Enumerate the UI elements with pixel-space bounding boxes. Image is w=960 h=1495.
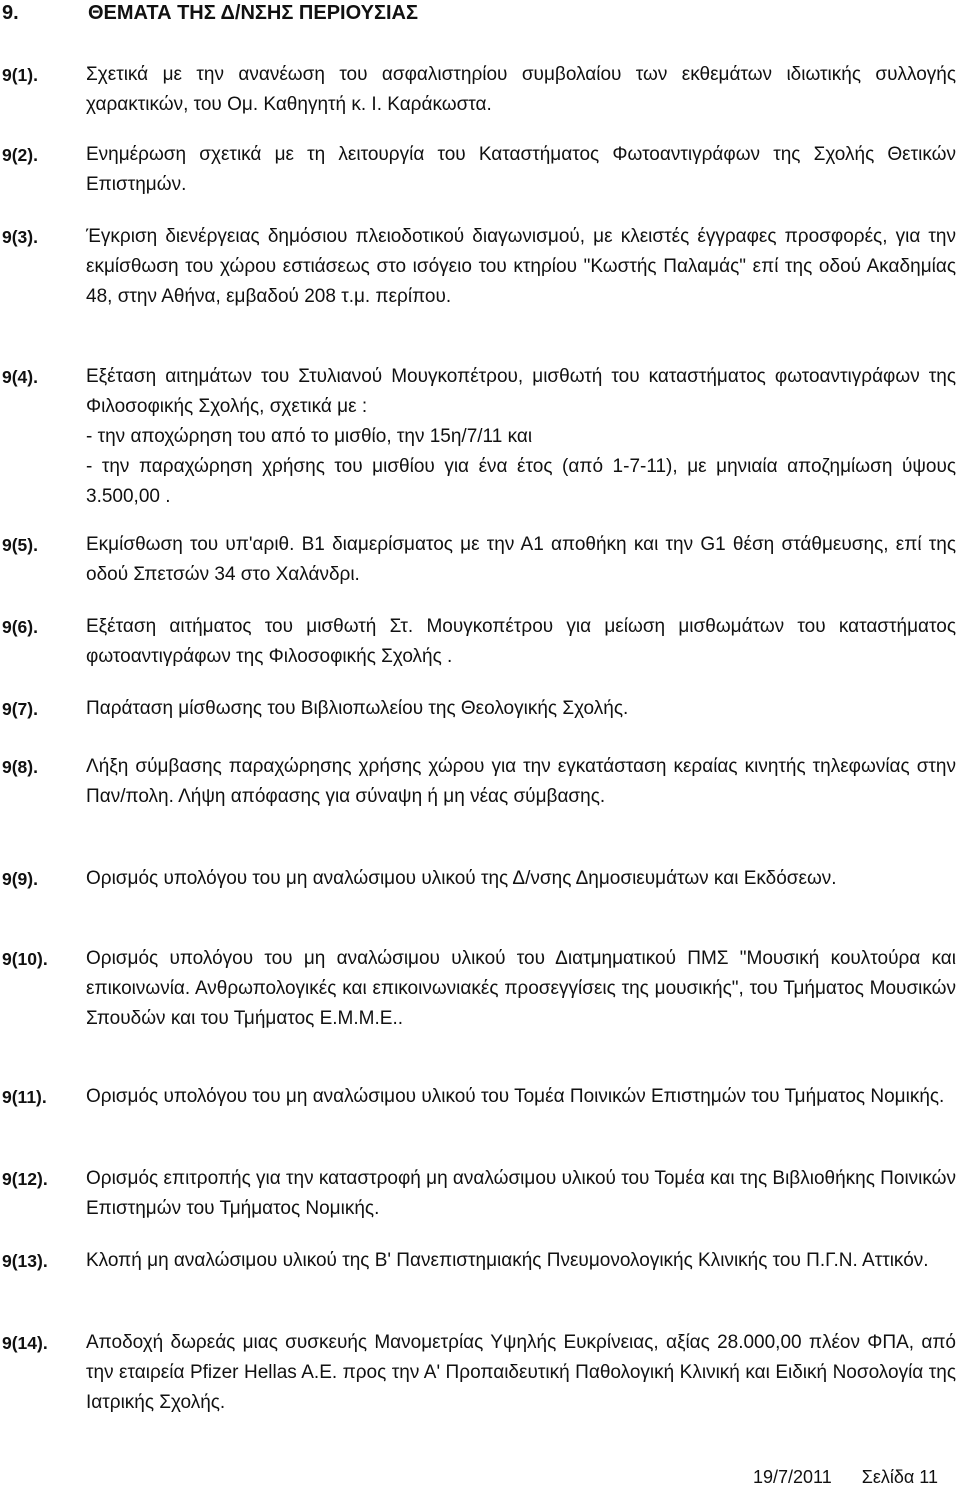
section-heading xyxy=(2,0,418,26)
section-number: 9. xyxy=(2,2,19,24)
item-bullet-line: - την αποχώρηση του από το μισθίο, την 15η/7/11 και xyxy=(86,426,533,447)
item-text-block xyxy=(86,362,956,512)
item-text: Εξέταση αιτημάτων του Στυλιανού Μουγκοπέτρου, μισθωτή του καταστήματος φωτοαντιγράφων της Φιλοσοφικής Σχολής, σχετικά με : xyxy=(86,366,956,417)
item-number: 9(8). xyxy=(2,757,38,777)
item-number: 9(13). xyxy=(2,1251,48,1271)
item-text: Ορισμός υπολόγου του μη αναλώσιμου υλικού του Τομέα Ποινικών Επιστημών του Τμήματος Νομικής. xyxy=(86,1086,945,1107)
section-title: ΘΕΜΑΤΑ ΤΗΣ Δ/ΝΣΗΣ ΠΕΡΙΟΥΣΙΑΣ xyxy=(88,2,418,24)
item-text: Κλοπή μη αναλώσιμου υλικού της Β' Πανεπιστημιακής Πνευμονολογικής Κλινικής του Π.Γ.Ν. Αττικόν. xyxy=(86,1250,929,1271)
item-text: Ορισμός υπολόγου του μη αναλώσιμου υλικού του Διατμηματικού ΠΜΣ "Μουσική κουλτούρα και επικοινωνία. Ανθρωπολογικές και επικοινωνιακές προσεγγίσεις της μουσικής", του Τμήματος Μουσικών Σπουδών και του Τμήματος Ε.Μ.Μ.Ε.. xyxy=(86,948,956,1029)
item-text: Ορισμός επιτροπής για την καταστροφή μη αναλώσιμου υλικού του Τομέα και της Βιβλιοθήκης Ποινικών Επιστημών του Τμήματος Νομικής. xyxy=(86,1168,956,1219)
item-text: Εκμίσθωση του υπ'αριθ. Β1 διαμερίσματος με την Α1 αποθήκη και την G1 θέση στάθμευσης, επί της οδού Σπετσών 34 στο Χαλάνδρι. xyxy=(86,534,956,585)
item-number: 9(3). xyxy=(2,227,38,247)
item-text: Σχετικά με την ανανέωση του ασφαλιστηρίου συμβολαίου των εκθεμάτων ιδιωτικής συλλογής χαρακτικών, του Ομ. Καθηγητή κ. Ι. Καράκωστα. xyxy=(86,64,956,115)
item-text: Λήξη σύμβασης παραχώρησης χρήσης χώρου για την εγκατάσταση κεραίας κινητής τηλεφωνίας στην Παν/πολη. Λήψη απόφασης για σύναψη ή μη νέας σύμβασης. xyxy=(86,756,956,807)
item-number: 9(11). xyxy=(2,1087,47,1107)
item-bullet-line: - την παραχώρηση χρήσης του μισθίου για ένα έτος (από 1-7-11), με μηνιαία αποζημίωση ύψους 3.500,00 . xyxy=(86,456,956,507)
item-number: 9(12). xyxy=(2,1169,48,1189)
item-text: Έγκριση διενέργειας δημόσιου πλειοδοτικού διαγωνισμού, με κλειστές έγγραφες προσφορές, για την εκμίσθωση του χώρου εστιάσεως στο ισόγειο του κτηρίου "Κωστής Παλαμάς" επί της οδού Ακαδημίας 48, στην Αθήνα, εμβαδού 208 τ.μ. περίπου. xyxy=(86,226,956,307)
item-number: 9(5). xyxy=(2,535,38,555)
footer-date: 19/7/2011 xyxy=(752,1467,832,1487)
item-text: Αποδοχή δωρεάς μιας συσκευής Μανομετρίας Υψηλής Ευκρίνειας, αξίας 28.000,00 πλέον ΦΠΑ, από την εταιρεία Pfizer Hellas A.E. προς την Α' Προπαιδευτική Παθολογική Κλινική και Ειδική Νοσολογία της Ιατρικής Σχολής. xyxy=(86,1332,956,1413)
footer-page-number: Σελίδα 11 xyxy=(861,1467,938,1487)
item-text: Παράταση μίσθωσης του Βιβλιοπωλείου της Θεολογικής Σχολής. xyxy=(86,698,629,719)
item-text: Ενημέρωση σχετικά με τη λειτουργία του Καταστήματος Φωτοαντιγράφων της Σχολής Θετικών Επιστημών. xyxy=(86,144,956,195)
item-number: 9(10). xyxy=(2,949,48,969)
item-number: 9(1). xyxy=(2,65,38,85)
item-number: 9(9). xyxy=(2,869,38,889)
item-number: 9(7). xyxy=(2,699,38,719)
item-number: 9(4). xyxy=(2,367,38,387)
item-text: Ορισμός υπολόγου του μη αναλώσιμου υλικού της Δ/νσης Δημοσιευμάτων και Εκδόσεων. xyxy=(86,868,837,889)
item-number: 9(6). xyxy=(2,617,38,637)
page-footer xyxy=(753,1466,938,1488)
item-text: Εξέταση αιτήματος του μισθωτή Στ. Μουγκοπέτρου για μείωση μισθωμάτων του καταστήματος φωτοαντιγράφων της Φιλοσοφικής Σχολής . xyxy=(86,616,956,667)
item-number: 9(2). xyxy=(2,145,38,165)
item-number: 9(14). xyxy=(2,1333,48,1353)
